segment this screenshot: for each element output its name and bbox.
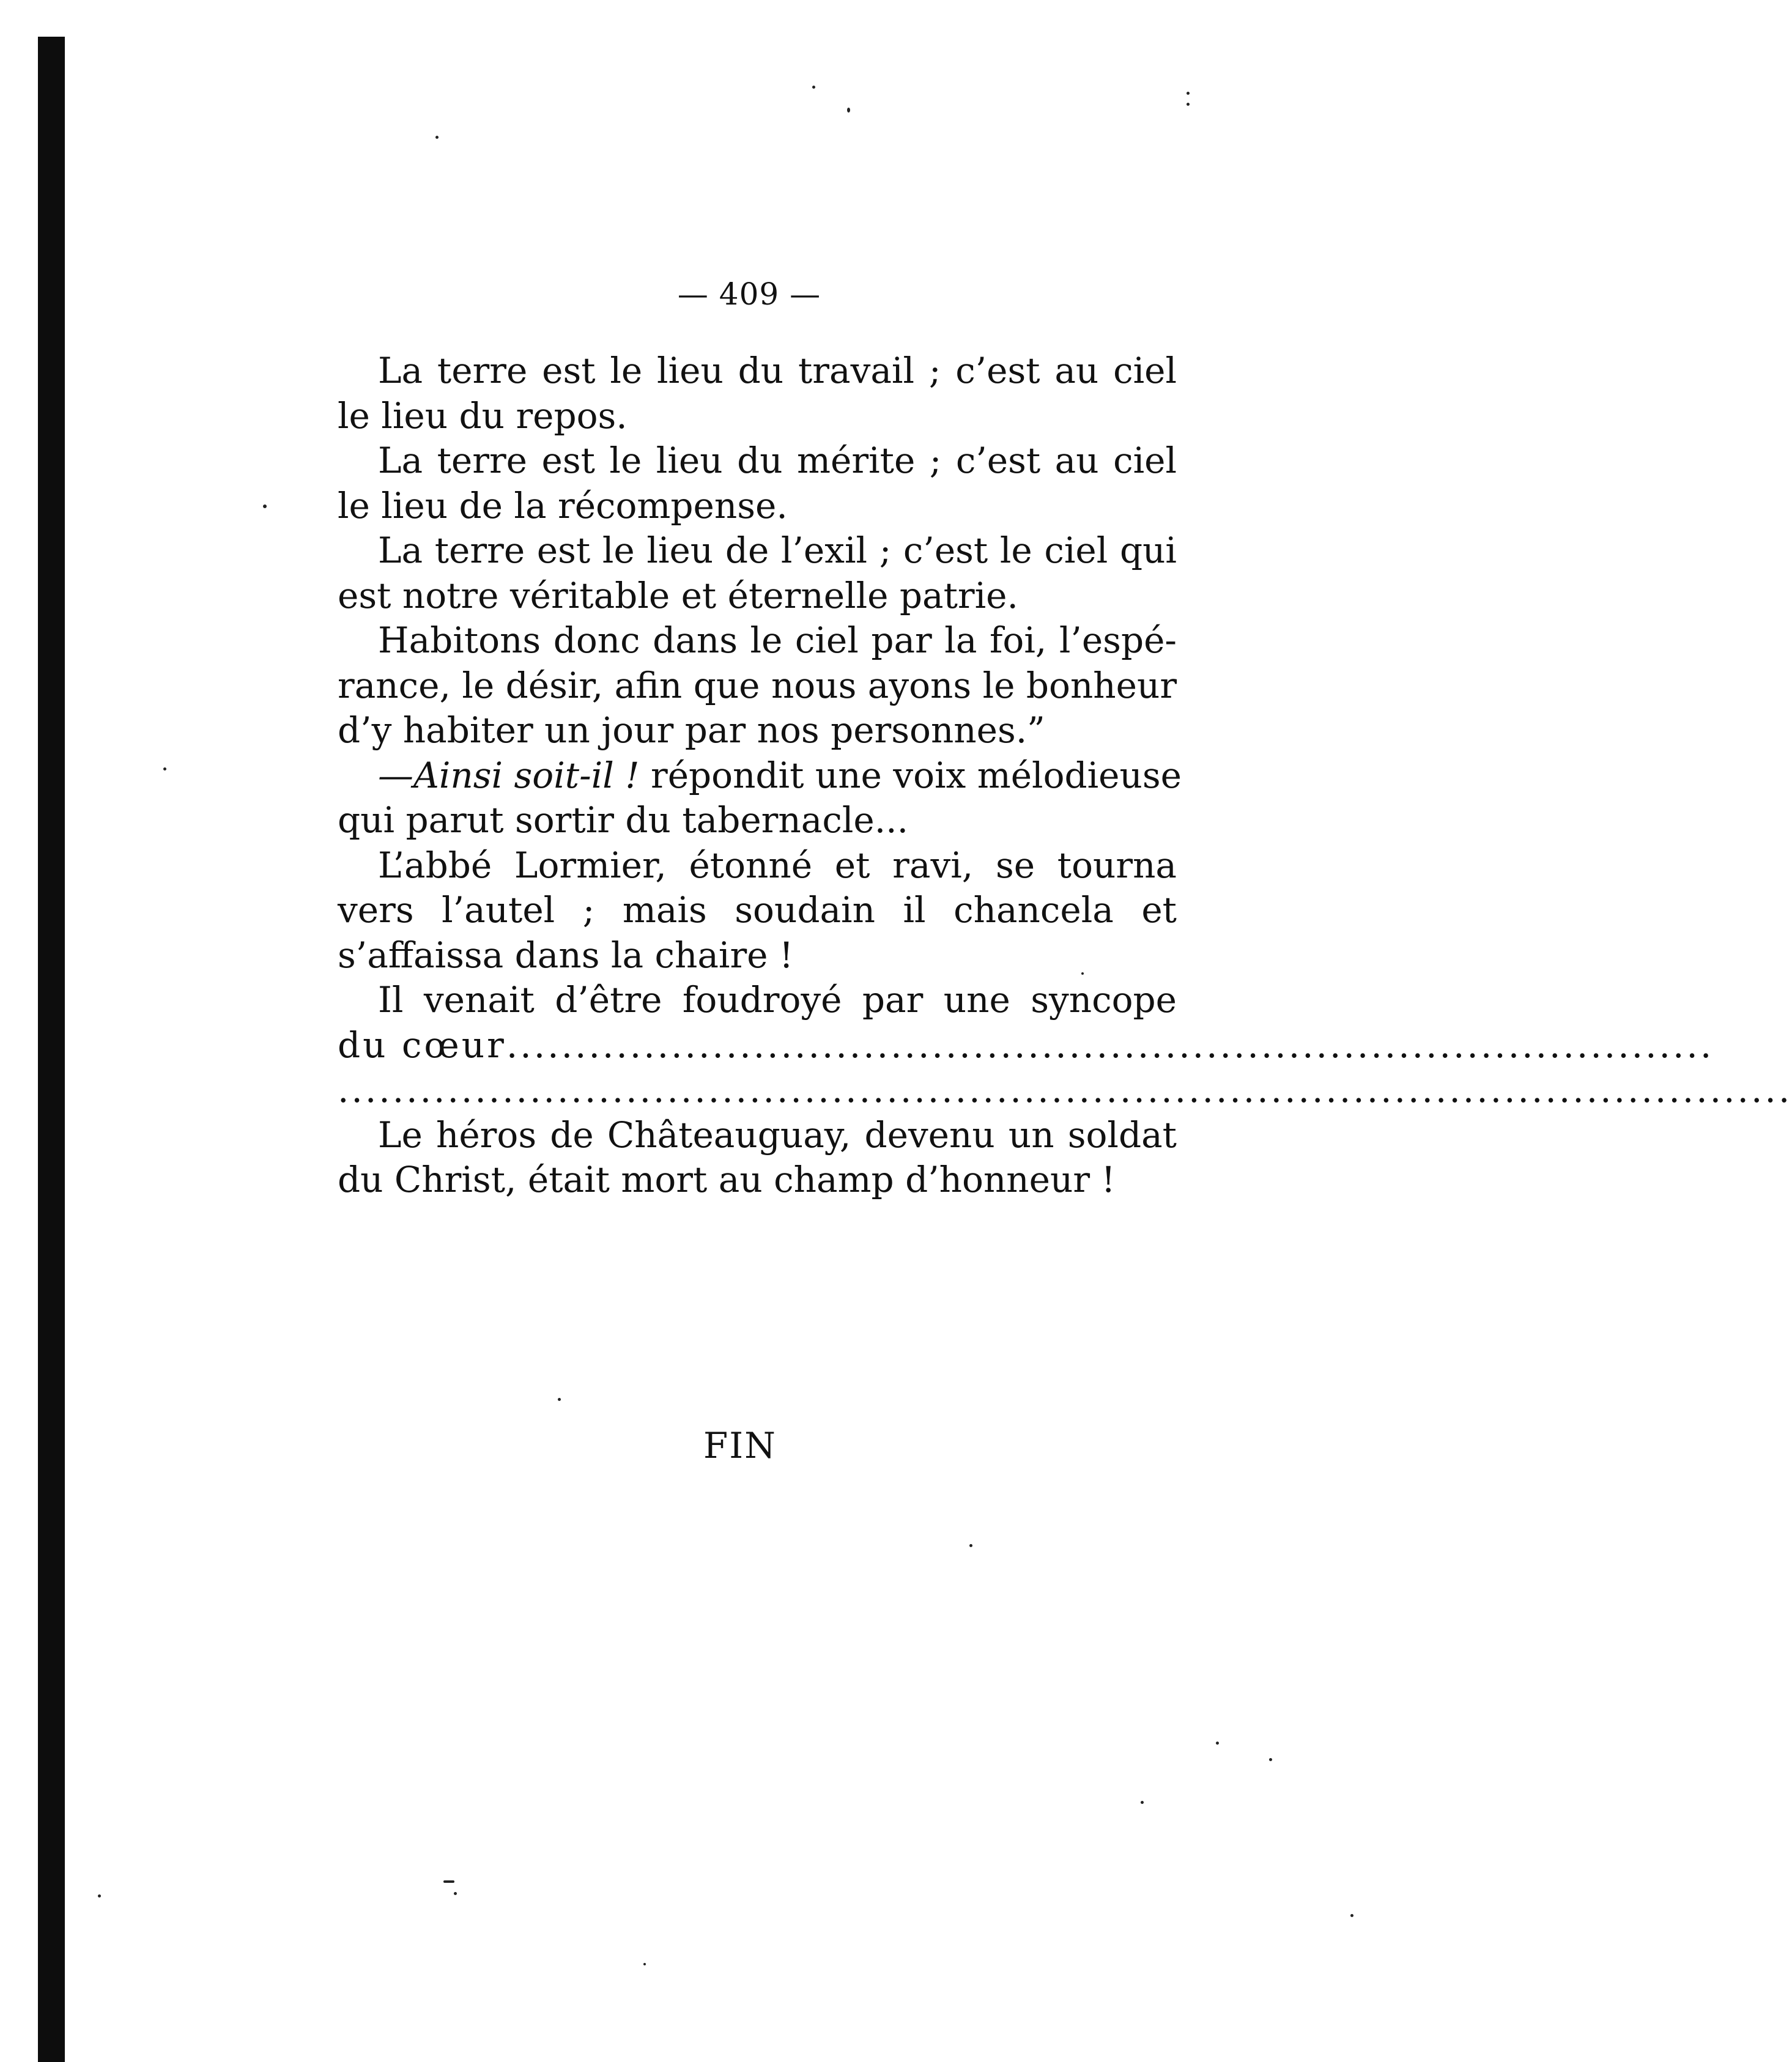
ainsi-rest: répondit une voix mélodieuse <box>639 754 1182 796</box>
text-line: L’abbé Lormier, étonné et ravi, se tourna <box>378 844 1177 886</box>
scan-speck <box>435 136 439 139</box>
text-line: La terre est le lieu du travail ; c’est au ciel <box>378 350 1177 391</box>
body-text <box>338 349 1792 1203</box>
scan-speck <box>443 1880 454 1883</box>
scan-speck <box>558 1398 561 1401</box>
scan-speck <box>1216 1742 1219 1745</box>
text-line: Habitons donc dans le ciel par la foi, l’espé- <box>378 619 1177 661</box>
binding-edge <box>38 37 65 2062</box>
text-line: est notre véritable et éternelle patrie. <box>338 574 1018 616</box>
page-number: — 409 — <box>677 276 821 312</box>
ainsi-italic: —Ainsi soit-il ! <box>378 754 640 796</box>
fin-label: FIN <box>703 1425 777 1466</box>
text-line: rance, le désir, afin que nous ayons le bonheur <box>338 664 1177 706</box>
scan-speck <box>163 767 166 770</box>
paragraphs-block-2 <box>338 798 1177 1023</box>
scan-speck <box>454 1892 457 1895</box>
text-line: La terre est le lieu de l’exil ; c’est le ciel qui <box>378 530 1177 571</box>
text-line: le lieu du repos. <box>338 394 628 437</box>
scan-speck <box>1187 103 1190 106</box>
coeur-text: du cœur <box>338 1024 506 1066</box>
text-line: d’y habiter un jour par nos personnes.” <box>338 709 1045 751</box>
coeur-line <box>338 1023 1714 1068</box>
paragraphs-block-3 <box>338 1113 1177 1203</box>
scan-speck <box>1269 1758 1272 1761</box>
text-line: qui parut sortir du tabernacle... <box>338 799 909 841</box>
scan-speck <box>969 1544 972 1547</box>
scan-speck <box>643 1963 646 1965</box>
scan-speck <box>847 108 850 113</box>
dot-separator-line: .......................................................................................................... <box>338 1069 1792 1110</box>
text-line: le lieu de la récompense. <box>338 484 788 527</box>
scan-speck <box>1187 92 1190 95</box>
scan-speck <box>263 504 267 508</box>
text-line: Le héros de Châteauguay, devenu un soldat <box>378 1114 1177 1156</box>
paragraphs-block-1 <box>338 349 1177 753</box>
scan-speck <box>1350 1914 1353 1917</box>
text-line: s’affaissa dans la chaire ! <box>338 934 794 976</box>
text-line: La terre est le lieu du mérite ; c’est au ciel <box>378 440 1177 481</box>
scan-speck <box>98 1894 101 1898</box>
dot-leader: ........................................................................................ <box>506 1024 1714 1066</box>
scan-speck <box>1081 972 1084 975</box>
text-line: du Christ, était mort au champ d’honneur ! <box>338 1159 1116 1200</box>
scan-speck <box>812 86 815 89</box>
text-line: Il venait d’être foudroyé par une syncope <box>378 979 1177 1021</box>
scan-speck <box>1141 1801 1144 1804</box>
text-line: vers l’autel ; mais soudain il chancela et <box>338 889 1177 931</box>
ainsi-line <box>338 753 1182 799</box>
